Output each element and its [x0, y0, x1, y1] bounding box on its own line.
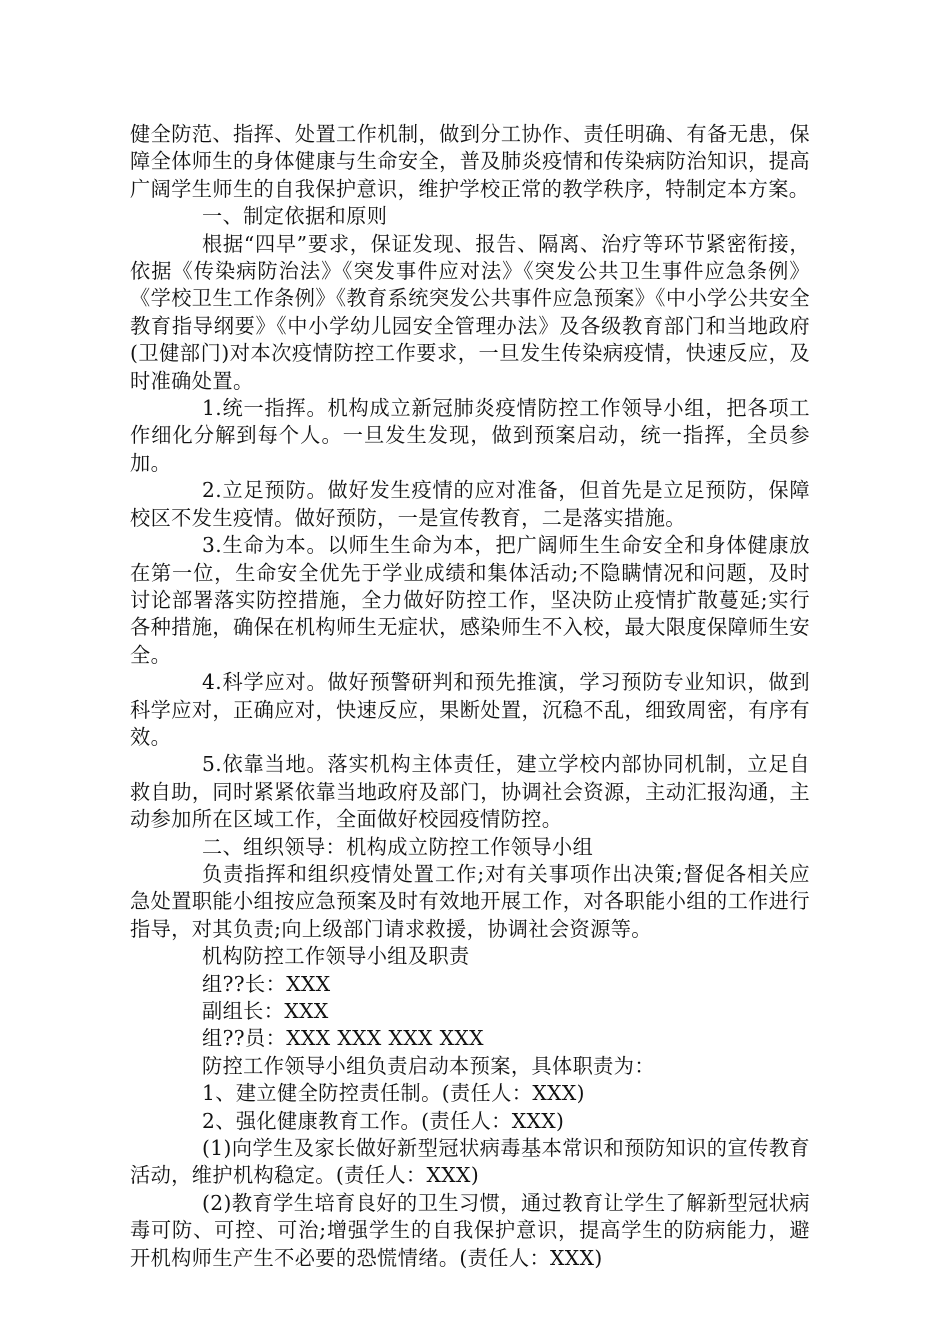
- deputy-leader-line: 副组长：XXX: [202, 999, 329, 1023]
- paragraph-leadership-duties: 负责指挥和组织疫情处置工作;对有关事项作出决策;督促各相关应急处置职能小组按应急预案及时有效地开展工作，对各职能小组的工作进行指导，对其负责;向上级部门请求救援，协调社会资源等。: [130, 861, 810, 941]
- responsibility-subitem-2: (2)教育学生培育良好的卫生习惯，通过教育让学生了解新型冠状病毒可防、可控、可治;增强学生的自我保护意识，提高学生的防病能力，避开机构师生产生不必要的恐慌情绪。(责任人：XXX): [130, 1190, 810, 1270]
- subheading-leadership-group: 机构防控工作领导小组及职责: [202, 944, 470, 969]
- responsibility-subitem-1: (1)向学生及家长做好新型冠状病毒基本常识和预防知识的宣传教育活动，维护机构稳定。(责任人：XXX): [130, 1136, 810, 1188]
- paragraph-legal-basis: 根据“四早”要求，保证发现、报告、隔离、治疗等环节紧密衔接，依据《传染病防治法》《突发事件应对法》《突发公共卫生事件应急条例》《学校卫生工作条例》《教育系统突发公共事件应急预案》《中小学公共安全教育指导纲要》《中小学幼儿园安全管理办法》及各级教育部门和当地政府(卫健部门)对本次疫情防控工作要求，一旦发生传染病疫情，快速反应，及时准确处置。: [130, 231, 810, 393]
- paragraph-principle-4: 4.科学应对。做好预警研判和预先推演，学习预防专业知识，做到科学应对，正确应对，快速反应，果断处置，沉稳不乱，细致周密，有序有效。: [130, 670, 810, 749]
- group-members-line: 组??员：XXX XXX XXX XXX: [202, 1026, 484, 1051]
- responsibility-item-1: 1、建立健全防控责任制。(责任人：XXX): [202, 1081, 585, 1106]
- section-heading-basis-principles: 一、制定依据和原则: [202, 204, 388, 229]
- document-body: [130, 121, 810, 1272]
- paragraph-principle-1: 1.统一指挥。机构成立新冠肺炎疫情防控工作领导小组，把各项工作细化分解到每个人。一旦发生发现，做到预案启动，统一指挥，全员参加。: [130, 396, 810, 475]
- responsibility-item-2: 2、强化健康教育工作。(责任人：XXX): [202, 1108, 565, 1133]
- paragraph-principle-3: 3.生命为本。以师生生命为本，把广阔师生生命安全和身体健康放在第一位，生命安全优先于学业成绩和集体活动;不隐瞒情况和问题，及时讨论部署落实防控措施，全力做好防控工作，坚决防止疫情扩散蔓延;实行各种措施，确保在机构师生无症状，感染师生不入校，最大限度保障师生安全。: [130, 533, 810, 667]
- section-heading-organization: 二、组织领导：机构成立防控工作领导小组: [202, 834, 594, 859]
- paragraph-intro-continuation: 健全防范、指挥、处置工作机制，做到分工协作、责任明确、有备无患，保障全体师生的身体健康与生命安全，普及肺炎疫情和传染病防治知识，提高广阔学生师生的自我保护意识，维护学校正常的教学秩序，特制定本方案。: [130, 122, 810, 201]
- paragraph-responsibilities-intro: 防控工作领导小组负责启动本预案，具体职责为：: [202, 1053, 655, 1078]
- paragraph-principle-2: 2.立足预防。做好发生疫情的应对准备，但首先是立足预防，保障校区不发生疫情。做好预防，一是宣传教育，二是落实措施。: [130, 478, 810, 530]
- paragraph-principle-5: 5.依靠当地。落实机构主体责任，建立学校内部协同机制，立足自救自助，同时紧紧依靠当地政府及部门，协调社会资源，主动汇报沟通，主动参加所在区域工作，全面做好校园疫情防控。: [130, 752, 810, 832]
- group-leader-line: 组??长：XXX: [202, 971, 331, 996]
